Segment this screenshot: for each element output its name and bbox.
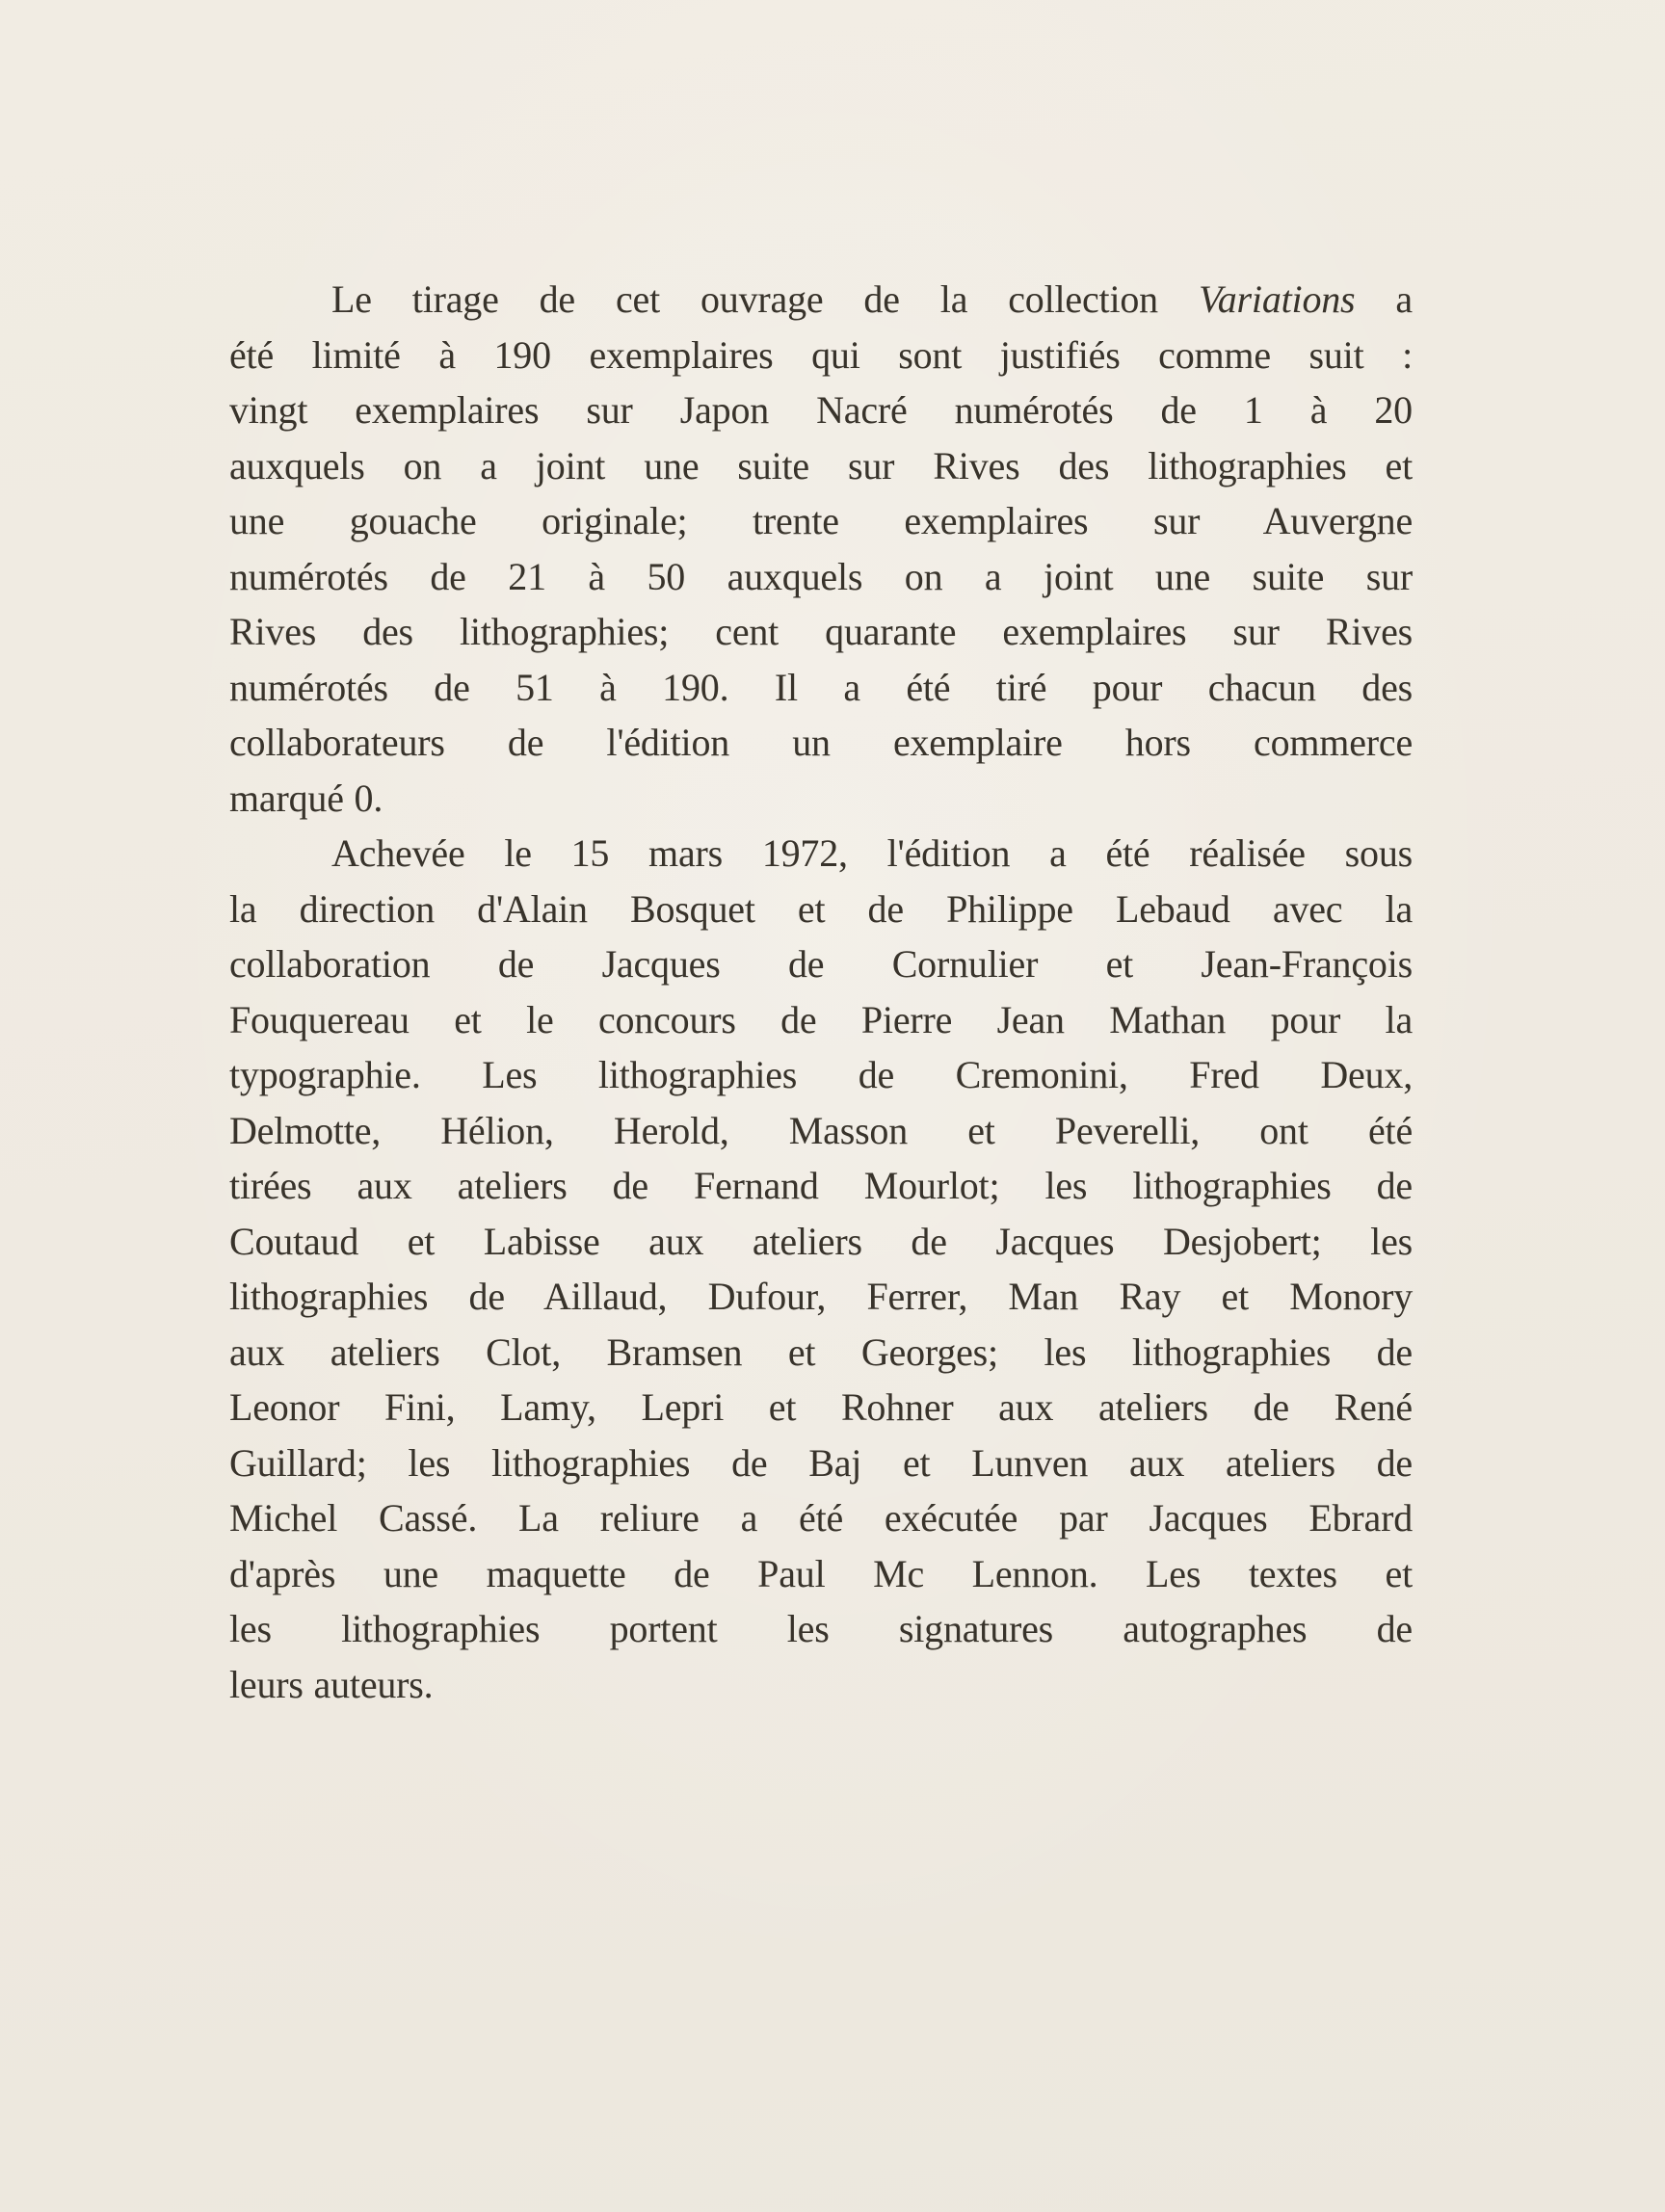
text-line bbox=[229, 1380, 1413, 1435]
text-line bbox=[229, 604, 1413, 660]
text-line bbox=[229, 328, 1413, 383]
text-line bbox=[229, 1214, 1413, 1270]
text-line bbox=[229, 1657, 1413, 1713]
text-line bbox=[229, 771, 1413, 827]
text-line bbox=[229, 382, 1413, 438]
text-line bbox=[229, 882, 1413, 937]
text-line bbox=[229, 1325, 1413, 1381]
text-segment: une gouache originale; trente exemplaires sur Auvergne bbox=[229, 499, 1413, 542]
text-line bbox=[229, 438, 1413, 494]
text-segment: Coutaud et Labisse aux ateliers de Jacques Desjobert; les bbox=[229, 1219, 1413, 1263]
text-segment: d'après une maquette de Paul Mc Lennon. Les textes et bbox=[229, 1551, 1413, 1595]
text-line bbox=[229, 1158, 1413, 1214]
text-line bbox=[229, 1047, 1413, 1103]
italic-text-segment: Variations bbox=[1198, 277, 1356, 321]
text-segment: aux ateliers Clot, Bramsen et Georges; les lithographies de bbox=[229, 1330, 1413, 1374]
text-line bbox=[229, 272, 1413, 328]
text-segment: Fouquereau et le concours de Pierre Jean Mathan pour la bbox=[229, 997, 1413, 1041]
text-segment: collaboration de Jacques de Cornulier et Jean-François bbox=[229, 942, 1413, 986]
text-segment: Delmotte, Hélion, Herold, Masson et Peverelli, ont été bbox=[229, 1108, 1413, 1152]
text-segment: été limité à 190 exemplaires qui sont justifiés comme suit : bbox=[229, 332, 1413, 377]
text-segment: marqué 0. bbox=[229, 776, 383, 820]
text-segment: Rives des lithographies; cent quarante exemplaires sur Rives bbox=[229, 610, 1413, 653]
text-segment: typographie. Les lithographies de Cremonini, Fred Deux, bbox=[229, 1053, 1413, 1096]
text-line bbox=[229, 1103, 1413, 1159]
text-line bbox=[229, 826, 1413, 882]
text-line bbox=[229, 992, 1413, 1048]
text-line bbox=[229, 660, 1413, 716]
text-segment: vingt exemplaires sur Japon Nacré numérotés de 1 à 20 bbox=[229, 388, 1413, 432]
text-segment: la direction d'Alain Bosquet et de Philippe Lebaud avec la bbox=[229, 886, 1413, 931]
text-segment: numérotés de 21 à 50 auxquels on a joint une suite sur bbox=[229, 554, 1413, 598]
text-segment: Le tirage de cet ouvrage de la collection bbox=[331, 277, 1199, 321]
text-segment: collaborateurs de l'édition un exemplaire hors commerce bbox=[229, 721, 1413, 764]
text-segment: a bbox=[1355, 277, 1413, 321]
text-segment: leurs auteurs. bbox=[229, 1662, 434, 1706]
text-segment: les lithographies portent les signatures autographes de bbox=[229, 1607, 1413, 1650]
text-segment: Leonor Fini, Lamy, Lepri et Rohner aux ateliers de René bbox=[229, 1385, 1413, 1429]
text-segment: tirées aux ateliers de Fernand Mourlot; les lithographies de bbox=[229, 1164, 1413, 1207]
text-line bbox=[229, 1601, 1413, 1657]
text-segment: numérotés de 51 à 190. Il a été tiré pour chacun des bbox=[229, 665, 1413, 709]
text-segment: auxquels on a joint une suite sur Rives des lithographies et bbox=[229, 443, 1413, 487]
text-line bbox=[229, 1435, 1413, 1491]
text-line bbox=[229, 715, 1413, 771]
text-line bbox=[229, 936, 1413, 992]
text-segment: Michel Cassé. La reliure a été exécutée par Jacques Ebrard bbox=[229, 1496, 1413, 1540]
text-block bbox=[229, 272, 1413, 1712]
text-line bbox=[229, 1546, 1413, 1602]
text-line bbox=[229, 493, 1413, 549]
text-line bbox=[229, 1269, 1413, 1325]
text-line bbox=[229, 549, 1413, 605]
text-segment: Guillard; les lithographies de Baj et Lunven aux ateliers de bbox=[229, 1440, 1413, 1485]
text-segment: lithographies de Aillaud, Dufour, Ferrer, Man Ray et Monory bbox=[229, 1275, 1413, 1318]
text-line bbox=[229, 1490, 1413, 1546]
text-segment: Achevée le 15 mars 1972, l'édition a été réalisée sous bbox=[331, 831, 1413, 875]
